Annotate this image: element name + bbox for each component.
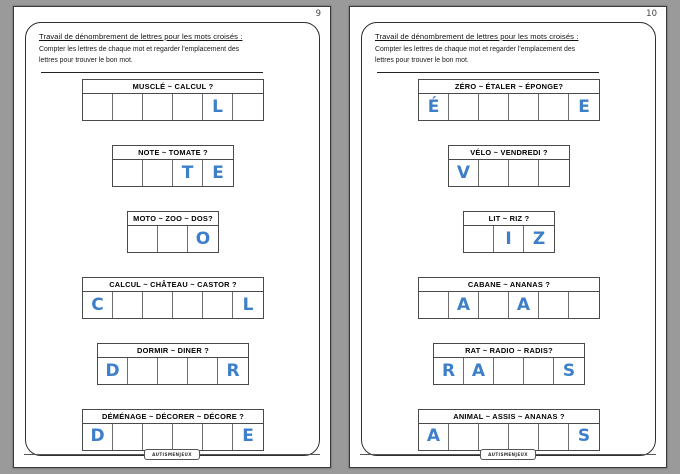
answer-grid <box>82 423 264 451</box>
answer-cell-filled[interactable]: S <box>562 360 576 381</box>
answer-cell-empty[interactable] <box>128 226 158 252</box>
answer-cell-empty[interactable] <box>569 292 599 318</box>
answer-cell-filled[interactable]: C <box>83 292 113 318</box>
answer-cell-empty[interactable] <box>539 424 569 450</box>
answer-cell-empty[interactable] <box>539 160 569 186</box>
answer-cell-empty[interactable] <box>479 94 509 120</box>
answer-cell-filled[interactable]: E <box>578 96 590 117</box>
page-content <box>26 23 319 455</box>
answer-cell-empty[interactable] <box>143 424 173 450</box>
page-footer <box>360 449 656 460</box>
answer-grid <box>82 291 264 319</box>
answer-cell-filled[interactable]: O <box>195 228 211 249</box>
instruction-line: Compter les lettres de chaque mot et regarder l'emplacement des <box>39 46 240 53</box>
answer-cell-empty[interactable] <box>509 94 539 120</box>
answer-cell-empty[interactable] <box>113 292 143 318</box>
puzzle-prompt: CABANE ~ ANANAS ? <box>418 277 600 291</box>
footer-rule-left <box>360 454 480 455</box>
footer-rule-left <box>24 454 144 455</box>
answer-cell-filled[interactable]: I <box>494 226 524 252</box>
worksheet-page <box>349 6 667 468</box>
answer-cell-empty[interactable] <box>128 358 158 384</box>
answer-cell-empty[interactable] <box>203 292 233 318</box>
answer-cell-filled[interactable]: A <box>449 292 479 318</box>
puzzle-block <box>375 79 643 121</box>
answer-cell-filled[interactable]: É <box>419 94 449 120</box>
answer-cell-empty[interactable] <box>143 94 173 120</box>
puzzle-list <box>39 79 307 455</box>
answer-cell-empty[interactable] <box>203 424 233 450</box>
answer-cell-empty[interactable] <box>113 424 143 450</box>
puzzle-block <box>375 277 643 319</box>
answer-cell-empty[interactable] <box>509 160 539 186</box>
answer-cell-empty[interactable] <box>188 358 218 384</box>
answer-cell-empty[interactable] <box>113 94 143 120</box>
instruction-line: Compter les lettres de chaque mot et regarder l'emplacement des <box>375 46 576 53</box>
header-divider <box>41 72 263 73</box>
worksheet-title: Travail de dénombrement de lettres pour les mots croisés : <box>39 32 243 41</box>
answer-cell-empty[interactable] <box>509 424 539 450</box>
answer-cell-filled[interactable]: L <box>242 294 254 315</box>
answer-cell-empty[interactable] <box>524 358 554 384</box>
answer-cell-filled[interactable]: Z <box>532 228 546 249</box>
answer-cell-filled[interactable]: D <box>98 358 128 384</box>
answer-cell-empty[interactable] <box>479 160 509 186</box>
puzzle-block <box>375 211 643 253</box>
answer-cell-empty[interactable] <box>494 358 524 384</box>
page-content <box>362 23 655 455</box>
puzzle-block <box>375 409 643 451</box>
puzzle-prompt: RAT ~ RADIO ~ RADIS? <box>433 343 585 357</box>
puzzle-prompt: LIT ~ RIZ ? <box>463 211 555 225</box>
puzzle-block <box>375 145 643 187</box>
answer-cell-filled[interactable]: D <box>83 424 113 450</box>
answer-cell-empty[interactable] <box>479 424 509 450</box>
answer-cell-filled[interactable]: T <box>173 160 203 186</box>
brand-badge: AUTISMENJEUX <box>480 449 536 460</box>
puzzle-block <box>39 145 307 187</box>
puzzle-prompt: DÉMÉNAGE ~ DÉCORER ~ DÉCORE ? <box>82 409 264 423</box>
answer-grid <box>418 291 600 319</box>
answer-grid <box>112 159 234 187</box>
answer-cell-filled[interactable]: A <box>419 424 449 450</box>
answer-grid <box>433 357 585 385</box>
answer-cell-filled[interactable]: R <box>434 358 464 384</box>
puzzle-list <box>375 79 643 455</box>
answer-cell-empty[interactable] <box>83 94 113 120</box>
answer-cell-empty[interactable] <box>158 226 188 252</box>
answer-cell-filled[interactable]: L <box>203 94 233 120</box>
answer-cell-empty[interactable] <box>539 292 569 318</box>
page-footer <box>24 449 320 460</box>
answer-cell-filled[interactable]: S <box>577 426 591 447</box>
answer-grid <box>127 225 219 253</box>
puzzle-block <box>375 343 643 385</box>
answer-cell-empty[interactable] <box>449 94 479 120</box>
answer-grid <box>82 93 264 121</box>
answer-cell-empty[interactable] <box>539 94 569 120</box>
answer-cell-filled[interactable]: V <box>449 160 479 186</box>
answer-grid <box>463 225 555 253</box>
header-divider <box>377 72 599 73</box>
answer-cell-filled[interactable]: E <box>242 426 254 447</box>
answer-cell-empty[interactable] <box>143 292 173 318</box>
puzzle-prompt: ZÉRO ~ ÉTALER ~ ÉPONGE? <box>418 79 600 93</box>
puzzle-prompt: MUSCLÉ ~ CALCUL ? <box>82 79 264 93</box>
brand-badge: AUTISMENJEUX <box>144 449 200 460</box>
answer-cell-empty[interactable] <box>419 292 449 318</box>
page-frame <box>25 22 320 456</box>
answer-grid <box>418 423 600 451</box>
puzzle-prompt: ANIMAL ~ ASSIS ~ ANANAS ? <box>418 409 600 423</box>
puzzle-block <box>39 277 307 319</box>
worksheet-instructions <box>39 44 307 66</box>
puzzle-prompt: CALCUL ~ CHÂTEAU ~ CASTOR ? <box>82 277 264 291</box>
answer-cell-filled[interactable]: A <box>509 292 539 318</box>
page-number: 10 <box>646 9 657 19</box>
page-number: 9 <box>315 9 321 19</box>
answer-cell-empty[interactable] <box>158 358 188 384</box>
puzzle-block <box>39 343 307 385</box>
puzzle-prompt: MOTO ~ ZOO ~ DOS? <box>127 211 219 225</box>
answer-grid <box>448 159 570 187</box>
instruction-line: lettres pour trouver le bon mot. <box>39 57 133 65</box>
answer-cell-empty[interactable] <box>449 424 479 450</box>
instruction-line: lettres pour trouver le bon mot. <box>375 57 469 65</box>
answer-cell-empty[interactable] <box>113 160 143 186</box>
answer-cell-empty[interactable] <box>173 94 203 120</box>
answer-cell-empty[interactable] <box>479 292 509 318</box>
worksheet-instructions <box>375 44 643 66</box>
puzzle-prompt: DORMIR ~ DINER ? <box>97 343 249 357</box>
puzzle-prompt: NOTE ~ TOMATE ? <box>112 145 234 159</box>
worksheet-title: Travail de dénombrement de lettres pour les mots croisés : <box>375 32 579 41</box>
answer-cell-empty[interactable] <box>464 226 494 252</box>
puzzle-block <box>39 211 307 253</box>
answer-cell-empty[interactable] <box>143 160 173 186</box>
footer-rule-right <box>536 454 656 455</box>
page-frame <box>361 22 656 456</box>
answer-cell-filled[interactable]: R <box>226 360 240 381</box>
puzzle-prompt: VÉLO ~ VENDREDI ? <box>448 145 570 159</box>
worksheet-page <box>13 6 331 468</box>
answer-cell-empty[interactable] <box>233 94 263 120</box>
answer-cell-filled[interactable]: A <box>464 358 494 384</box>
answer-cell-empty[interactable] <box>173 424 203 450</box>
answer-cell-empty[interactable] <box>173 292 203 318</box>
answer-cell-filled[interactable]: E <box>212 162 224 183</box>
puzzle-block <box>39 79 307 121</box>
puzzle-block <box>39 409 307 451</box>
answer-grid <box>418 93 600 121</box>
answer-grid <box>97 357 249 385</box>
footer-rule-right <box>200 454 320 455</box>
